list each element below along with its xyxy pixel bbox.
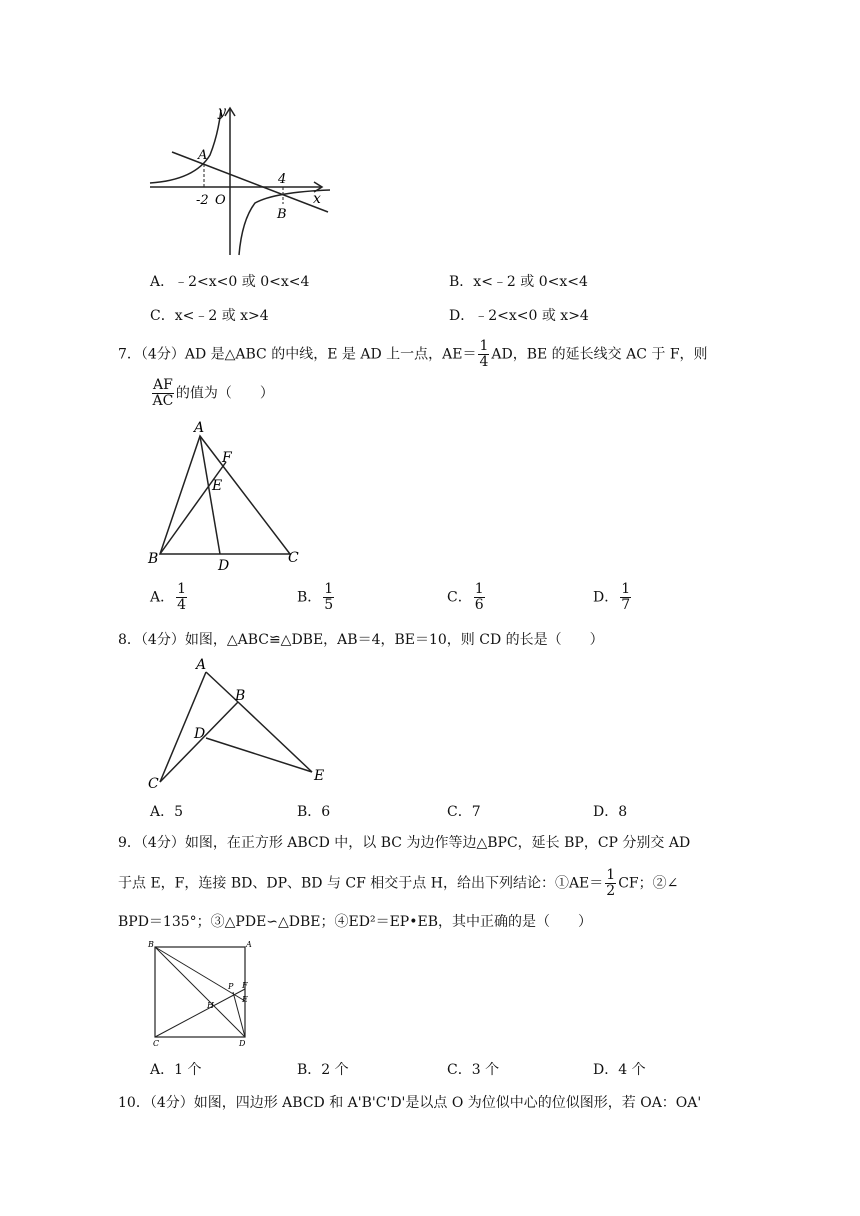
q6-label-B: B [277,207,287,222]
q6-label-neg2: -2 [196,193,209,208]
q6-label-4: 4 [278,172,287,187]
q9-label-D: D [239,1039,246,1048]
q7-option-b[interactable]: B． $\frac{1}{5}$ [297,581,334,613]
q6-label-x: x [313,191,321,207]
q7-ratio-fraction: $\frac{AF}{AC}$ [152,377,174,409]
q9-option-d[interactable]: D．4 个 [593,1062,646,1078]
q6-label-O: O [215,193,226,208]
q8-label-A: A [196,657,207,673]
q9-option-b[interactable]: B．2 个 [297,1062,349,1078]
q9-option-c[interactable]: C．3 个 [447,1062,500,1078]
q9-label-C: C [153,1039,160,1048]
q9-label-E: E [242,995,248,1004]
q7-label-C: C [288,550,299,566]
q9-stem-line2: 于点 E，F，连接 BD、DP、BD 与 CF 相交于点 H，给出下列结论：①AE＝ $\frac{1}{2}$ CF；②∠ [118,867,679,899]
q7-figure [140,420,310,575]
q8-label-B: B [235,688,246,704]
q8-figure [140,652,340,792]
q6-graph [140,100,340,260]
q7-label-F: F [222,450,232,466]
q7-stem-line1: 7．（4分）AD 是△ABC 的中线，E 是 AD 上一点，AE＝ $\frac{1}{4}$ AD，BE 的延长线交 AC 于 F，则 [118,338,708,370]
q7-label-D: D [218,558,230,574]
q9-stem-line3: BPD＝135°；③△PDE∽△DBE；④ED²＝EP•EB，其中正确的是（ ） [118,914,592,930]
q9-option-a[interactable]: A．1 个 [150,1062,202,1078]
q6-label-y: y [218,104,226,120]
q9-half-fraction: $\frac{1}{2}$ [606,867,616,899]
q7-option-c[interactable]: C． $\frac{1}{6}$ [447,581,484,613]
q9-label-F: F [242,981,248,990]
q9-stem-line1: 9．（4分）如图，在正方形 ABCD 中，以 BC 为边作等边△BPC，延长 BP，CP 分别交 AD [118,835,691,851]
q8-label-C: C [148,776,159,792]
q9-label-H: H [207,1001,214,1010]
q10-stem: 10．（4分）如图，四边形 ABCD 和 A'B'C'D'是以点 O 为位似中心的位似图形，若 OA：OA' [118,1095,702,1111]
q9-label-A: A [246,940,252,949]
q7-label-A: A [194,420,205,436]
q9-label-B: B [148,940,154,949]
q6-label-A: A [198,148,208,163]
q7-option-d[interactable]: D． $\frac{1}{7}$ [593,581,631,613]
q8-option-d[interactable]: D．8 [593,804,628,820]
q9-label-P: P [228,982,234,991]
q6-option-a[interactable]: A．﹣2<x<0 或 0<x<4 [150,274,310,290]
q8-option-c[interactable]: C．7 [447,804,481,820]
q8-stem: 8．（4分）如图，△ABC≌△DBE，AB＝4，BE＝10，则 CD 的长是（ ） [118,632,604,648]
q7-ae-fraction: $\frac{1}{4}$ [479,338,489,370]
q6-option-b[interactable]: B．x<﹣2 或 0<x<4 [449,274,588,290]
q8-label-E: E [314,768,325,784]
q8-option-b[interactable]: B．6 [297,804,331,820]
q6-option-c[interactable]: C．x<﹣2 或 x>4 [150,308,269,324]
q7-stem-line2: $\frac{AF}{AC}$ 的值为（ ） [152,377,274,409]
q8-label-D: D [194,726,206,742]
q7-option-a[interactable]: A． $\frac{1}{4}$ [150,581,187,613]
q6-option-d[interactable]: D．﹣2<x<0 或 x>4 [449,308,589,324]
q7-label-B: B [148,551,159,567]
q9-figure [145,938,260,1050]
q7-label-E: E [212,478,223,494]
q8-option-a[interactable]: A．5 [150,804,184,820]
